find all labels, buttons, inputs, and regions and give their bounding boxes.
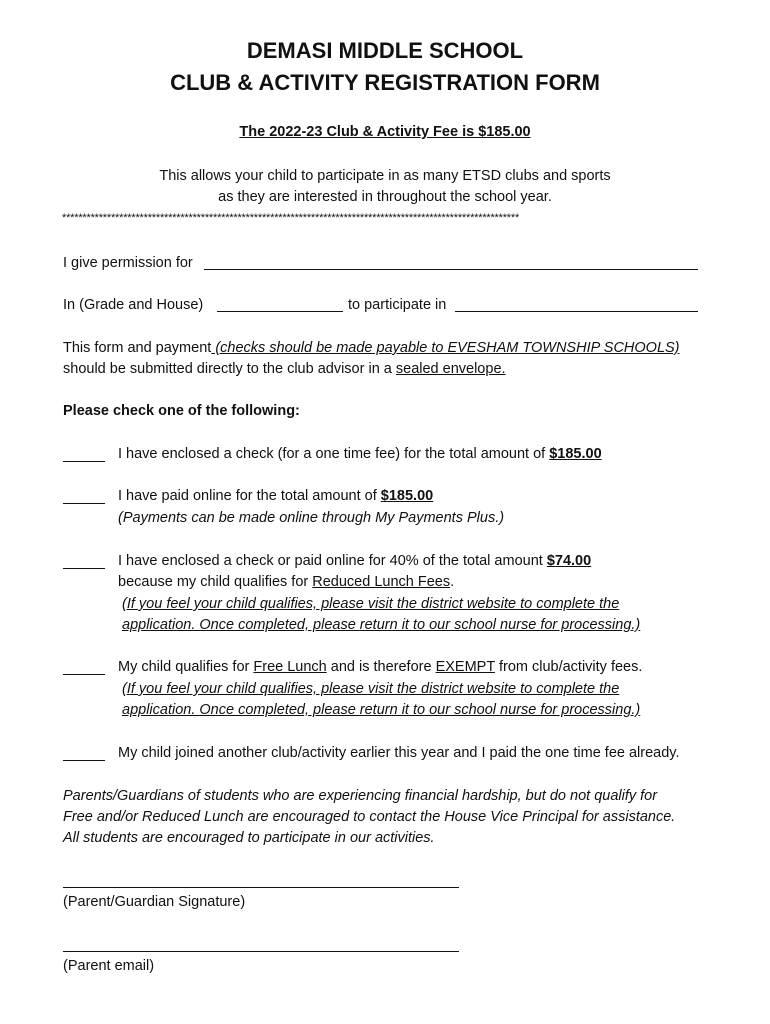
intro-line-2: as they are interested in throughout the school year.	[218, 189, 552, 205]
payment-note-line-2	[63, 359, 506, 380]
option-4-note-2: application. Once completed, please return it to our school nurse for processing.)	[122, 702, 641, 718]
sealed-envelope-text: sealed envelope.	[395, 361, 506, 377]
grade-house-label: In (Grade and House)	[63, 297, 204, 313]
payment-note-line-1	[63, 338, 680, 359]
option-4-prefix: My child qualifies for	[118, 659, 254, 675]
option-1-checkbox-line[interactable]	[63, 461, 105, 462]
payment-note-prefix: This form and payment	[63, 340, 212, 356]
option-2-amount: $185.00	[380, 488, 434, 504]
payment-note-line2-prefix: should be submitted directly to the club advisor in a	[63, 361, 396, 377]
activity-name-line[interactable]	[455, 311, 698, 312]
option-3-line2-suffix: .	[450, 574, 455, 590]
intro-line-1: This allows your child to participate in as many ETSD clubs and sports	[159, 168, 611, 184]
option-1-text	[118, 444, 602, 465]
option-4-note-1: (If you feel your child qualifies, please visit the district website to complete the	[122, 681, 620, 697]
reduced-lunch-fees-text: Reduced Lunch Fees	[312, 574, 451, 590]
separator-stars: ****************************************************************************************************************	[62, 212, 520, 224]
option-3-text	[118, 551, 591, 572]
option-1-label: I have enclosed a check (for a one time fee) for the total amount of	[118, 446, 550, 462]
option-1-amount: $185.00	[549, 446, 602, 462]
hardship-line-3: All students are encouraged to participate in our activities.	[63, 830, 435, 846]
option-2-label: I have paid online for the total amount of	[118, 488, 381, 504]
checks-payable-note: (checks should be made payable to EVESHAM TOWNSHIP SCHOOLS)	[211, 340, 680, 356]
option-2-note: (Payments can be made online through My Payments Plus.)	[118, 510, 505, 526]
option-3-amount: $74.00	[546, 553, 592, 569]
form-title: CLUB & ACTIVITY REGISTRATION FORM	[170, 70, 600, 95]
option-3-label: I have enclosed a check or paid online for 40% of the total amount	[118, 553, 547, 569]
option-3-checkbox-line[interactable]	[63, 568, 105, 569]
option-3-note-1: (If you feel your child qualifies, please visit the district website to complete the	[122, 596, 620, 612]
option-3-line2-prefix: because my child qualifies for	[118, 574, 313, 590]
free-lunch-text: Free Lunch	[253, 659, 327, 675]
option-4-middle: and is therefore	[326, 659, 436, 675]
email-line[interactable]	[63, 951, 459, 952]
option-2-text	[118, 486, 433, 507]
signature-label: (Parent/Guardian Signature)	[63, 894, 246, 910]
email-label: (Parent email)	[63, 958, 155, 974]
permission-name-line[interactable]	[204, 269, 698, 270]
fee-line: The 2022-23 Club & Activity Fee is $185.00	[239, 124, 531, 140]
hardship-line-2: Free and/or Reduced Lunch are encouraged to contact the House Vice Principal for assistance.	[63, 809, 676, 825]
option-5-checkbox-line[interactable]	[63, 760, 105, 761]
school-name: DEMASI MIDDLE SCHOOL	[246, 38, 524, 63]
participate-label: to participate in	[348, 297, 447, 313]
exempt-text: EXEMPT	[435, 659, 495, 675]
signature-line[interactable]	[63, 887, 459, 888]
option-3-note-2: application. Once completed, please return it to our school nurse for processing.)	[122, 617, 641, 633]
grade-house-line[interactable]	[217, 311, 343, 312]
permission-label: I give permission for	[63, 255, 193, 271]
options-heading: Please check one of the following:	[63, 403, 300, 419]
hardship-line-1: Parents/Guardians of students who are experiencing financial hardship, but do not qualify for	[63, 788, 658, 804]
option-5-text: My child joined another club/activity earlier this year and I paid the one time fee already.	[118, 745, 680, 761]
option-4-text	[118, 657, 642, 678]
option-2-checkbox-line[interactable]	[63, 503, 105, 504]
option-4-checkbox-line[interactable]	[63, 674, 105, 675]
option-4-suffix: from club/activity fees.	[494, 659, 643, 675]
option-3-line-2	[118, 572, 454, 593]
